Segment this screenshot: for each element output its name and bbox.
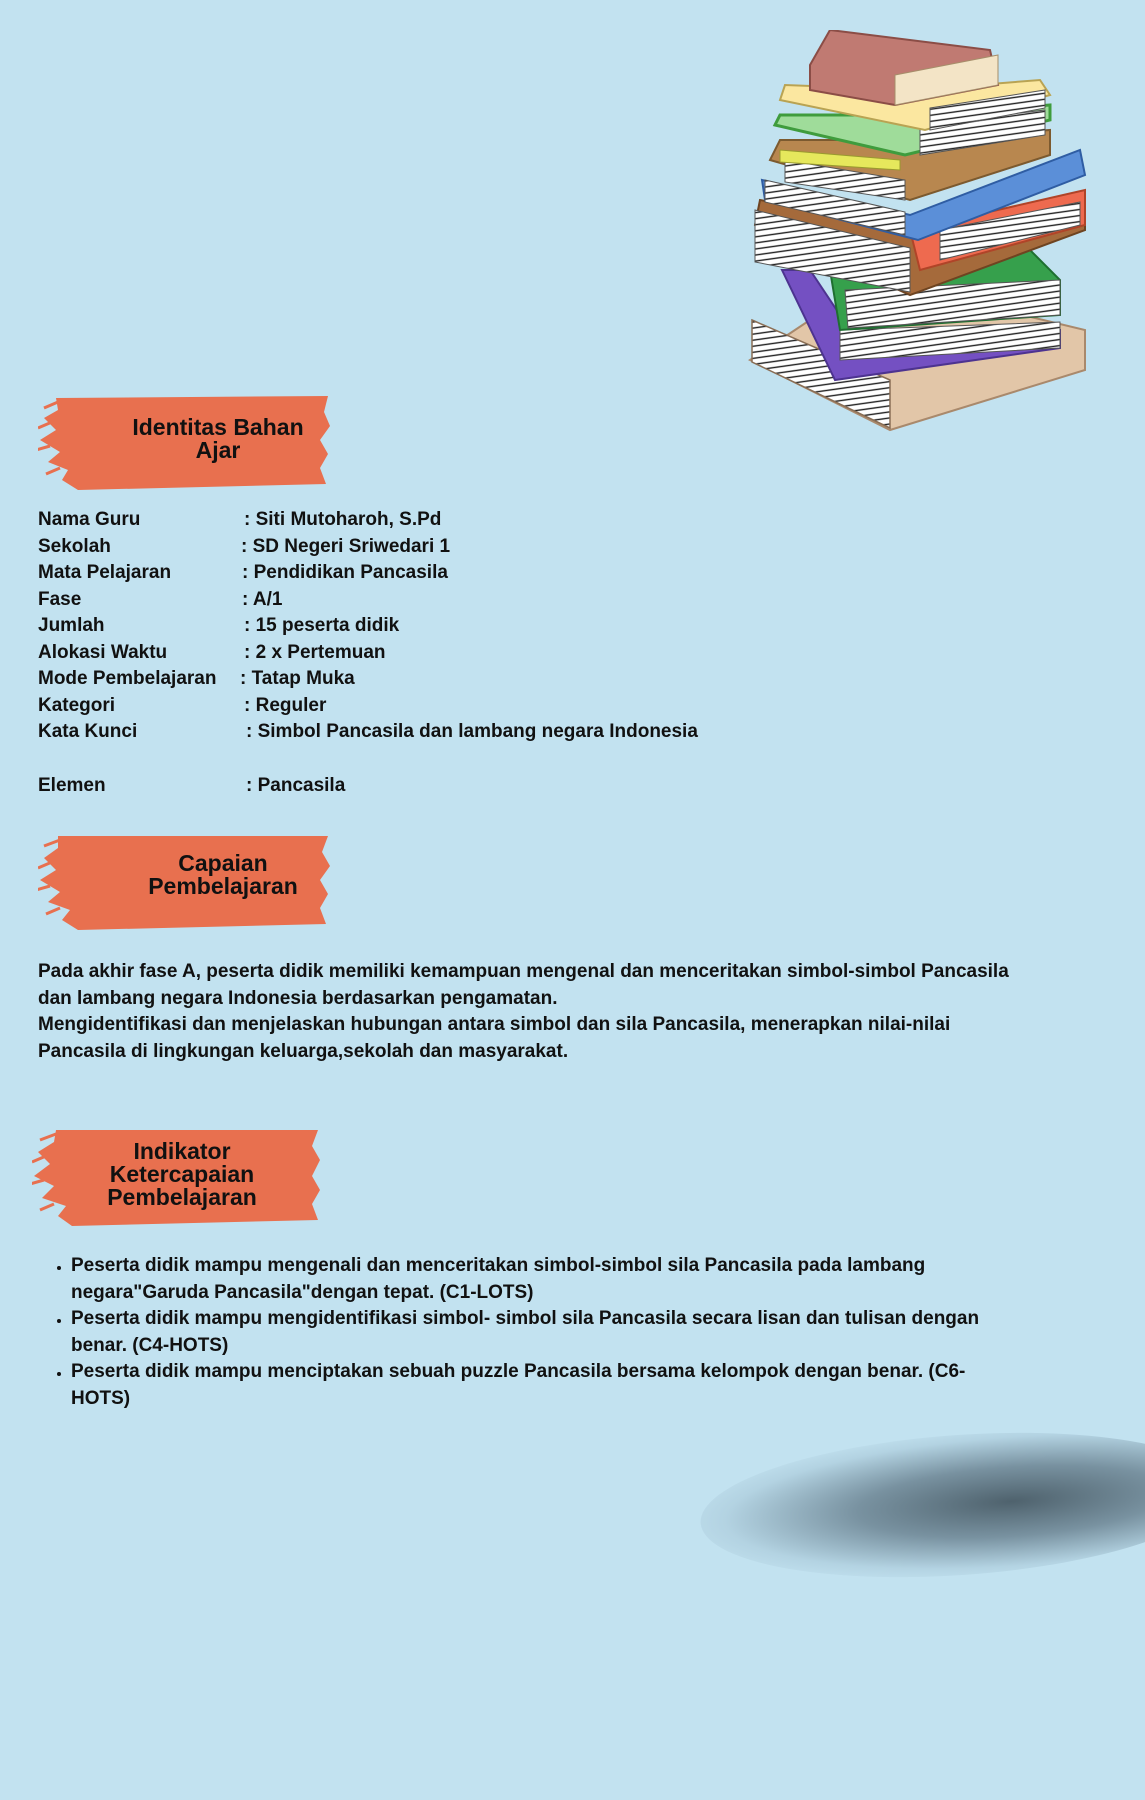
capaian-paragraph bbox=[38, 959, 1038, 1065]
capaian-text-1: Pada akhir fase A, peserta didik memiliki kemampuan mengenal dan menceritakan simbol-simbol Pancasila dan lambang negara Indonesia berdasarkan pengamatan. bbox=[38, 961, 1009, 1009]
identity-value: : Reguler bbox=[244, 694, 327, 716]
heading-line-3: Pembelajaran bbox=[107, 1184, 257, 1210]
section-heading-indikator bbox=[32, 1120, 324, 1228]
identity-row-jumlah bbox=[38, 613, 798, 640]
heading-line-2: Ketercapaian bbox=[109, 1161, 255, 1187]
identity-row-nama-guru bbox=[38, 507, 798, 534]
book-stack-illustration bbox=[740, 30, 1100, 440]
identity-row-mata-pelajaran bbox=[38, 560, 798, 587]
identity-value: : 2 x Pertemuan bbox=[244, 641, 386, 663]
identity-row-sekolah bbox=[38, 534, 798, 561]
identity-list bbox=[38, 507, 798, 799]
identity-label: Kategori bbox=[38, 694, 116, 716]
identity-label: Mode Pembelajaran bbox=[38, 668, 217, 689]
list-item: • Peserta didik mampu mengenali dan menceritakan simbol-simbol sila Pancasila pada lambang negara"Garuda Pancasila"dengan tepat. (C1-LOTS) bbox=[71, 1253, 1018, 1306]
identity-value: : 15 peserta didik bbox=[244, 615, 400, 636]
list-item: • Peserta didik mampu menciptakan sebuah puzzle Pancasila bersama kelompok dengan benar. (C6-HOTS) bbox=[71, 1359, 1018, 1412]
section-heading-capaian bbox=[38, 826, 330, 932]
identity-label: Kata Kunci bbox=[38, 721, 138, 742]
identity-value: : Pendidikan Pancasila bbox=[242, 562, 448, 583]
indicator-list bbox=[38, 1253, 1018, 1412]
identity-row-fase bbox=[38, 587, 798, 614]
identity-value: : Siti Mutoharoh, S.Pd bbox=[244, 509, 442, 530]
heading-line-1: Identitas Bahan bbox=[132, 414, 304, 440]
identity-value: : Pancasila bbox=[246, 774, 346, 796]
identity-label: Nama Guru bbox=[38, 509, 141, 530]
heading-line-2: Pembelajaran bbox=[148, 873, 298, 899]
heading-text bbox=[108, 416, 328, 462]
identity-label: Jumlah bbox=[38, 615, 105, 636]
identity-value: : A/1 bbox=[242, 588, 283, 610]
identity-row-alokasi-waktu bbox=[38, 640, 798, 667]
identity-label: Alokasi Waktu bbox=[38, 641, 168, 663]
identity-value: : SD Negeri Sriwedari 1 bbox=[241, 535, 451, 557]
identity-label: Sekolah bbox=[38, 535, 111, 557]
identity-label: Fase bbox=[38, 588, 82, 610]
heading-text bbox=[82, 1140, 282, 1209]
identity-label: Elemen bbox=[38, 774, 106, 796]
section-heading-identitas bbox=[38, 388, 330, 492]
identity-value: : Tatap Muka bbox=[240, 668, 355, 689]
identity-row-kata-kunci bbox=[38, 719, 798, 746]
heading-line-1: Indikator bbox=[133, 1138, 231, 1164]
identity-label: Mata Pelajaran bbox=[38, 562, 172, 583]
heading-text bbox=[128, 852, 318, 898]
identity-row-mode-pembelajaran bbox=[38, 666, 798, 693]
capaian-text-2: Mengidentifikasi dan menjelaskan hubungan antara simbol dan sila Pancasila, menerapkan nilai-nilai Pancasila di lingkungan keluarga,sekolah dan masyarakat. bbox=[38, 1014, 951, 1062]
heading-line-2: Ajar bbox=[195, 437, 241, 463]
list-item: • Peserta didik mampu mengidentifikasi simbol- simbol sila Pancasila secara lisan dan tulisan dengan benar. (C4-HOTS) bbox=[71, 1306, 1018, 1359]
identity-value: : Simbol Pancasila dan lambang negara Indonesia bbox=[246, 721, 698, 742]
heading-line-1: Capaian bbox=[178, 850, 268, 876]
shadow-decoration bbox=[696, 1417, 1145, 1593]
identity-row-elemen bbox=[38, 773, 798, 800]
identity-row-kategori bbox=[38, 693, 798, 720]
